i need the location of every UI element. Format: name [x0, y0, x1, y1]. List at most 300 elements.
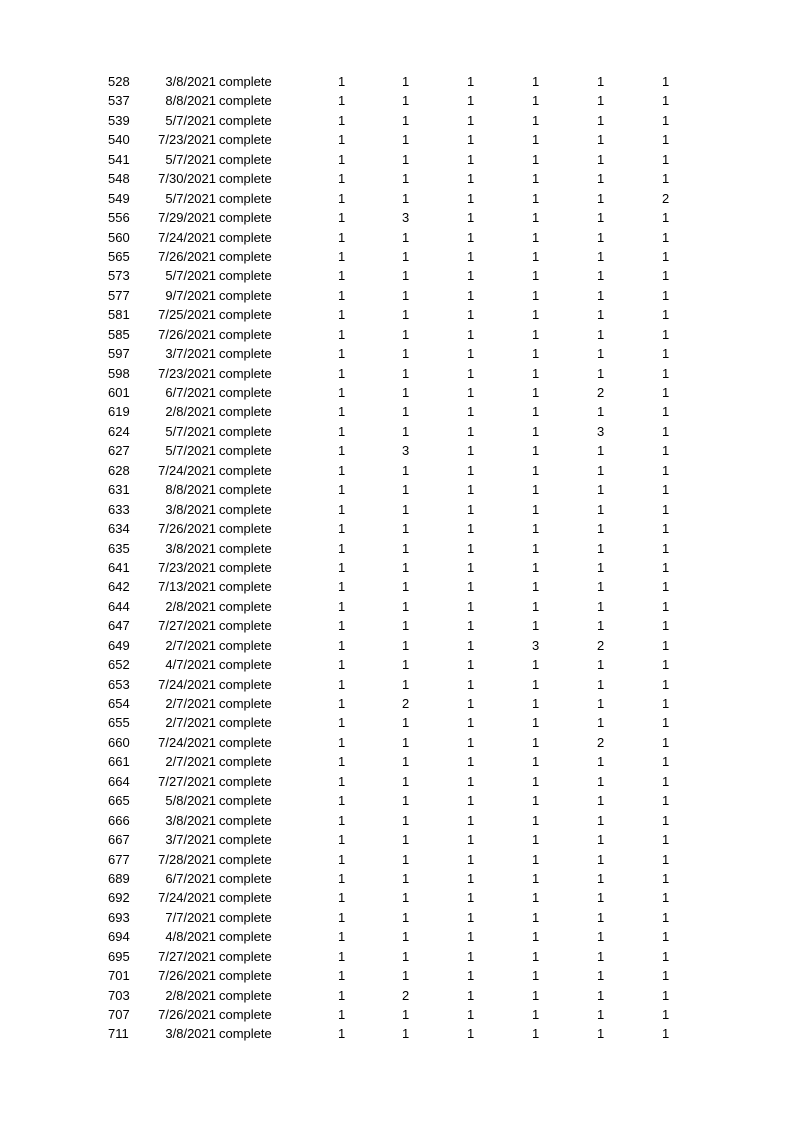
- table-row: [0, 597, 800, 616]
- row-value-cell: 1: [467, 540, 475, 556]
- row-value-cell: 1: [662, 423, 670, 439]
- row-value-cell: 1: [532, 598, 540, 614]
- row-value-cell: 1: [662, 696, 670, 711]
- row-value-cell: 1: [532, 715, 540, 731]
- row-value-cell: 1: [338, 210, 346, 226]
- row-value-cell: 1: [338, 365, 346, 381]
- row-id-cell: 549: [108, 190, 130, 206]
- row-value-cell: 1: [402, 482, 410, 498]
- row-value-cell: 1: [467, 734, 475, 750]
- row-value-cell: 1: [597, 657, 605, 673]
- row-value-cell: 1: [532, 870, 540, 886]
- row-value-cell: 1: [402, 462, 410, 478]
- row-date-cell: 7/27/2021: [158, 618, 216, 634]
- row-id-cell: 641: [108, 559, 130, 575]
- row-value-cell: 1: [662, 132, 670, 148]
- row-status-cell: complete: [219, 287, 272, 303]
- row-value-cell: 1: [338, 696, 346, 711]
- row-value-cell: 1: [662, 1007, 670, 1022]
- row-status-cell: complete: [219, 151, 272, 167]
- row-value-cell: 1: [402, 521, 410, 537]
- row-date-cell: 8/8/2021: [165, 482, 216, 498]
- row-date-cell: 3/8/2021: [165, 812, 216, 828]
- row-value-cell: 1: [338, 637, 346, 653]
- row-status-cell: complete: [219, 171, 272, 187]
- row-status-cell: complete: [219, 618, 272, 634]
- row-value-cell: 1: [662, 754, 670, 770]
- row-value-cell: 1: [338, 462, 346, 478]
- row-value-cell: 1: [402, 151, 410, 167]
- data-table: [0, 72, 800, 1044]
- row-value-cell: 1: [467, 385, 475, 400]
- row-value-cell: 1: [597, 229, 605, 245]
- row-date-cell: 7/27/2021: [158, 948, 216, 964]
- row-value-cell: 1: [402, 112, 410, 128]
- row-date-cell: 7/24/2021: [158, 462, 216, 478]
- row-value-cell: 1: [532, 812, 540, 828]
- row-value-cell: 1: [402, 248, 410, 264]
- row-value-cell: 1: [597, 346, 605, 362]
- row-value-cell: 1: [662, 268, 670, 284]
- row-date-cell: 3/7/2021: [165, 346, 216, 362]
- row-id-cell: 707: [108, 1007, 130, 1022]
- row-value-cell: 1: [532, 657, 540, 673]
- row-value-cell: 1: [467, 793, 475, 809]
- row-value-cell: 1: [338, 423, 346, 439]
- row-value-cell: 1: [402, 190, 410, 206]
- row-value-cell: 1: [597, 210, 605, 226]
- row-value-cell: 1: [467, 657, 475, 673]
- row-value-cell: 1: [597, 93, 605, 109]
- row-value-cell: 1: [532, 385, 540, 400]
- row-value-cell: 1: [402, 1007, 410, 1022]
- table-row: [0, 908, 800, 927]
- row-value-cell: 1: [467, 326, 475, 342]
- row-value-cell: 1: [597, 74, 605, 89]
- table-row: [0, 713, 800, 732]
- row-value-cell: 2: [402, 696, 410, 711]
- row-status-cell: complete: [219, 112, 272, 128]
- row-value-cell: 1: [662, 482, 670, 498]
- row-value-cell: 1: [532, 229, 540, 245]
- row-value-cell: 1: [597, 676, 605, 692]
- row-date-cell: 5/7/2021: [165, 268, 216, 284]
- row-id-cell: 654: [108, 696, 130, 711]
- row-date-cell: 3/8/2021: [165, 74, 216, 89]
- row-date-cell: 5/7/2021: [165, 151, 216, 167]
- row-value-cell: 1: [338, 171, 346, 187]
- row-status-cell: complete: [219, 676, 272, 692]
- table-row: [0, 247, 800, 266]
- row-status-cell: complete: [219, 462, 272, 478]
- row-date-cell: 2/7/2021: [165, 754, 216, 770]
- row-value-cell: 1: [597, 618, 605, 634]
- table-row: [0, 480, 800, 499]
- row-value-cell: 1: [532, 618, 540, 634]
- row-date-cell: 5/7/2021: [165, 443, 216, 459]
- row-value-cell: 1: [402, 1026, 410, 1042]
- row-date-cell: 7/24/2021: [158, 229, 216, 245]
- row-value-cell: 1: [467, 482, 475, 498]
- table-row: [0, 850, 800, 869]
- row-date-cell: 2/8/2021: [165, 404, 216, 420]
- row-value-cell: 1: [338, 851, 346, 867]
- table-row: [0, 208, 800, 227]
- row-value-cell: 1: [532, 559, 540, 575]
- row-value-cell: 1: [532, 676, 540, 692]
- row-value-cell: 1: [338, 715, 346, 731]
- row-date-cell: 4/7/2021: [165, 657, 216, 673]
- table-row: [0, 888, 800, 907]
- row-value-cell: 1: [402, 890, 410, 906]
- row-value-cell: 1: [662, 890, 670, 906]
- row-value-cell: 1: [402, 501, 410, 517]
- row-value-cell: 1: [467, 754, 475, 770]
- row-value-cell: 1: [662, 346, 670, 362]
- row-value-cell: 1: [597, 754, 605, 770]
- row-value-cell: 1: [597, 1007, 605, 1022]
- row-status-cell: complete: [219, 443, 272, 459]
- row-status-cell: complete: [219, 210, 272, 226]
- row-value-cell: 1: [532, 773, 540, 789]
- row-id-cell: 601: [108, 385, 130, 400]
- row-value-cell: 1: [402, 559, 410, 575]
- row-date-cell: 7/23/2021: [158, 365, 216, 381]
- row-value-cell: 1: [467, 637, 475, 653]
- row-value-cell: 1: [532, 171, 540, 187]
- row-value-cell: 1: [402, 734, 410, 750]
- row-id-cell: 631: [108, 482, 130, 498]
- row-status-cell: complete: [219, 346, 272, 362]
- row-value-cell: 2: [662, 190, 670, 206]
- row-value-cell: 1: [597, 462, 605, 478]
- row-value-cell: 1: [467, 909, 475, 925]
- table-row: [0, 733, 800, 752]
- row-value-cell: 1: [338, 1026, 346, 1042]
- row-id-cell: 635: [108, 540, 130, 556]
- row-value-cell: 1: [402, 773, 410, 789]
- row-value-cell: 1: [402, 74, 410, 89]
- row-value-cell: 1: [597, 521, 605, 537]
- row-value-cell: 1: [532, 948, 540, 964]
- row-value-cell: 1: [467, 812, 475, 828]
- row-date-cell: 7/23/2021: [158, 559, 216, 575]
- row-value-cell: 1: [597, 540, 605, 556]
- row-value-cell: 1: [402, 948, 410, 964]
- row-date-cell: 3/8/2021: [165, 501, 216, 517]
- row-value-cell: 1: [597, 326, 605, 342]
- table-row: [0, 130, 800, 149]
- row-value-cell: 1: [662, 968, 670, 984]
- row-value-cell: 1: [662, 326, 670, 342]
- table-row: [0, 519, 800, 538]
- row-value-cell: 1: [402, 385, 410, 400]
- row-date-cell: 7/7/2021: [165, 909, 216, 925]
- row-value-cell: 1: [402, 793, 410, 809]
- row-date-cell: 2/8/2021: [165, 598, 216, 614]
- row-value-cell: 1: [662, 870, 670, 886]
- row-id-cell: 528: [108, 74, 130, 89]
- row-value-cell: 1: [597, 190, 605, 206]
- table-row: [0, 655, 800, 674]
- row-value-cell: 1: [338, 832, 346, 848]
- row-value-cell: 1: [532, 307, 540, 323]
- row-value-cell: 1: [532, 423, 540, 439]
- row-value-cell: 1: [402, 968, 410, 984]
- row-status-cell: complete: [219, 423, 272, 439]
- row-value-cell: 3: [532, 637, 540, 653]
- row-value-cell: 1: [338, 501, 346, 517]
- row-value-cell: 1: [662, 657, 670, 673]
- table-row: [0, 1005, 800, 1024]
- row-value-cell: 1: [662, 676, 670, 692]
- row-value-cell: 1: [467, 365, 475, 381]
- row-id-cell: 537: [108, 93, 130, 109]
- row-value-cell: 1: [338, 540, 346, 556]
- table-row: [0, 539, 800, 558]
- row-value-cell: 1: [338, 657, 346, 673]
- row-value-cell: 1: [338, 229, 346, 245]
- table-row: [0, 986, 800, 1005]
- row-value-cell: 1: [597, 112, 605, 128]
- row-date-cell: 7/23/2021: [158, 132, 216, 148]
- row-date-cell: 2/7/2021: [165, 715, 216, 731]
- row-value-cell: 1: [532, 987, 540, 1003]
- row-id-cell: 655: [108, 715, 130, 731]
- row-status-cell: complete: [219, 326, 272, 342]
- row-value-cell: 1: [597, 890, 605, 906]
- row-status-cell: complete: [219, 1026, 272, 1042]
- table-row: [0, 111, 800, 130]
- row-value-cell: 3: [402, 443, 410, 459]
- row-value-cell: 1: [597, 443, 605, 459]
- row-id-cell: 677: [108, 851, 130, 867]
- row-value-cell: 1: [467, 948, 475, 964]
- row-date-cell: 2/7/2021: [165, 637, 216, 653]
- row-value-cell: 1: [597, 132, 605, 148]
- row-id-cell: 556: [108, 210, 130, 226]
- row-value-cell: 1: [467, 112, 475, 128]
- row-date-cell: 2/7/2021: [165, 696, 216, 711]
- row-value-cell: 1: [402, 287, 410, 303]
- table-row: [0, 364, 800, 383]
- row-value-cell: 1: [338, 248, 346, 264]
- row-value-cell: 1: [402, 598, 410, 614]
- row-value-cell: 1: [402, 812, 410, 828]
- row-value-cell: 1: [662, 365, 670, 381]
- row-id-cell: 541: [108, 151, 130, 167]
- row-value-cell: 1: [597, 404, 605, 420]
- row-value-cell: 1: [597, 929, 605, 945]
- row-status-cell: complete: [219, 968, 272, 984]
- row-value-cell: 1: [402, 268, 410, 284]
- row-status-cell: complete: [219, 521, 272, 537]
- table-row: [0, 189, 800, 208]
- row-value-cell: 1: [532, 248, 540, 264]
- row-value-cell: 1: [402, 870, 410, 886]
- row-value-cell: 1: [402, 676, 410, 692]
- row-value-cell: 1: [532, 443, 540, 459]
- row-value-cell: 1: [338, 521, 346, 537]
- row-date-cell: 7/26/2021: [158, 326, 216, 342]
- row-value-cell: 1: [338, 812, 346, 828]
- row-date-cell: 7/24/2021: [158, 734, 216, 750]
- row-value-cell: 1: [662, 74, 670, 89]
- table-row: [0, 169, 800, 188]
- row-date-cell: 3/8/2021: [165, 540, 216, 556]
- row-value-cell: 1: [532, 462, 540, 478]
- row-value-cell: 1: [402, 404, 410, 420]
- row-value-cell: 1: [338, 404, 346, 420]
- row-value-cell: 1: [597, 870, 605, 886]
- row-value-cell: 1: [338, 968, 346, 984]
- row-id-cell: 642: [108, 579, 130, 595]
- row-date-cell: 7/27/2021: [158, 773, 216, 789]
- row-id-cell: 664: [108, 773, 130, 789]
- row-id-cell: 644: [108, 598, 130, 614]
- row-status-cell: complete: [219, 793, 272, 809]
- row-date-cell: 9/7/2021: [165, 287, 216, 303]
- row-status-cell: complete: [219, 365, 272, 381]
- row-value-cell: 1: [662, 734, 670, 750]
- row-value-cell: 1: [338, 443, 346, 459]
- row-value-cell: 1: [662, 909, 670, 925]
- row-status-cell: complete: [219, 657, 272, 673]
- row-id-cell: 694: [108, 929, 130, 945]
- row-value-cell: 1: [467, 598, 475, 614]
- row-status-cell: complete: [219, 501, 272, 517]
- row-status-cell: complete: [219, 482, 272, 498]
- row-value-cell: 1: [338, 618, 346, 634]
- row-value-cell: 1: [402, 132, 410, 148]
- row-value-cell: 1: [402, 307, 410, 323]
- row-value-cell: 1: [532, 287, 540, 303]
- row-value-cell: 1: [597, 715, 605, 731]
- row-value-cell: 1: [597, 812, 605, 828]
- row-value-cell: 1: [532, 890, 540, 906]
- row-value-cell: 1: [467, 210, 475, 226]
- row-status-cell: complete: [219, 851, 272, 867]
- row-date-cell: 3/8/2021: [165, 1026, 216, 1042]
- row-value-cell: 1: [402, 326, 410, 342]
- row-value-cell: 1: [597, 307, 605, 323]
- row-value-cell: 1: [338, 482, 346, 498]
- row-id-cell: 711: [108, 1026, 129, 1042]
- row-value-cell: 1: [338, 190, 346, 206]
- table-row: [0, 927, 800, 946]
- row-value-cell: 1: [597, 987, 605, 1003]
- row-id-cell: 653: [108, 676, 130, 692]
- row-id-cell: 585: [108, 326, 130, 342]
- row-value-cell: 1: [597, 696, 605, 711]
- row-id-cell: 565: [108, 248, 130, 264]
- row-value-cell: 1: [467, 268, 475, 284]
- row-date-cell: 7/28/2021: [158, 851, 216, 867]
- row-value-cell: 1: [467, 190, 475, 206]
- row-value-cell: 1: [532, 210, 540, 226]
- row-value-cell: 1: [467, 559, 475, 575]
- row-value-cell: 1: [597, 501, 605, 517]
- row-value-cell: 1: [467, 987, 475, 1003]
- row-id-cell: 560: [108, 229, 130, 245]
- row-id-cell: 701: [108, 968, 130, 984]
- row-date-cell: 5/8/2021: [165, 793, 216, 809]
- row-date-cell: 7/26/2021: [158, 1007, 216, 1022]
- table-row: [0, 150, 800, 169]
- row-status-cell: complete: [219, 734, 272, 750]
- row-value-cell: 1: [402, 657, 410, 673]
- row-status-cell: complete: [219, 74, 272, 89]
- row-status-cell: complete: [219, 929, 272, 945]
- table-row: [0, 966, 800, 985]
- row-date-cell: 4/8/2021: [165, 929, 216, 945]
- row-date-cell: 7/13/2021: [158, 579, 216, 595]
- row-value-cell: 1: [467, 968, 475, 984]
- row-status-cell: complete: [219, 579, 272, 595]
- row-status-cell: complete: [219, 404, 272, 420]
- table-row: [0, 325, 800, 344]
- row-id-cell: 581: [108, 307, 130, 323]
- row-id-cell: 689: [108, 870, 130, 886]
- row-value-cell: 1: [532, 346, 540, 362]
- row-value-cell: 1: [467, 307, 475, 323]
- table-row: [0, 616, 800, 635]
- row-value-cell: 1: [402, 423, 410, 439]
- table-row: [0, 869, 800, 888]
- row-status-cell: complete: [219, 559, 272, 575]
- row-value-cell: 1: [662, 773, 670, 789]
- row-value-cell: 1: [597, 851, 605, 867]
- row-value-cell: 1: [467, 74, 475, 89]
- row-value-cell: 1: [467, 404, 475, 420]
- row-date-cell: 3/7/2021: [165, 832, 216, 848]
- row-value-cell: 1: [467, 423, 475, 439]
- row-value-cell: 1: [338, 268, 346, 284]
- row-value-cell: 1: [467, 501, 475, 517]
- row-id-cell: 695: [108, 948, 130, 964]
- row-value-cell: 1: [532, 521, 540, 537]
- table-row: [0, 500, 800, 519]
- row-value-cell: 1: [402, 715, 410, 731]
- row-value-cell: 1: [532, 190, 540, 206]
- row-id-cell: 619: [108, 404, 130, 420]
- row-date-cell: 5/7/2021: [165, 112, 216, 128]
- row-value-cell: 1: [338, 74, 346, 89]
- row-value-cell: 1: [662, 93, 670, 109]
- row-status-cell: complete: [219, 268, 272, 284]
- row-value-cell: 1: [338, 754, 346, 770]
- row-status-cell: complete: [219, 307, 272, 323]
- row-date-cell: 7/25/2021: [158, 307, 216, 323]
- row-value-cell: 1: [532, 326, 540, 342]
- row-value-cell: 1: [662, 521, 670, 537]
- row-date-cell: 7/26/2021: [158, 968, 216, 984]
- row-id-cell: 661: [108, 754, 130, 770]
- row-value-cell: 1: [597, 579, 605, 595]
- row-value-cell: 1: [662, 112, 670, 128]
- row-value-cell: 1: [338, 112, 346, 128]
- row-value-cell: 1: [467, 462, 475, 478]
- row-value-cell: 1: [532, 696, 540, 711]
- table-row: [0, 752, 800, 771]
- row-id-cell: 652: [108, 657, 130, 673]
- row-value-cell: 1: [467, 676, 475, 692]
- row-value-cell: 1: [532, 365, 540, 381]
- row-value-cell: 1: [597, 773, 605, 789]
- row-value-cell: 1: [662, 598, 670, 614]
- row-value-cell: 3: [597, 423, 605, 439]
- row-value-cell: 1: [338, 287, 346, 303]
